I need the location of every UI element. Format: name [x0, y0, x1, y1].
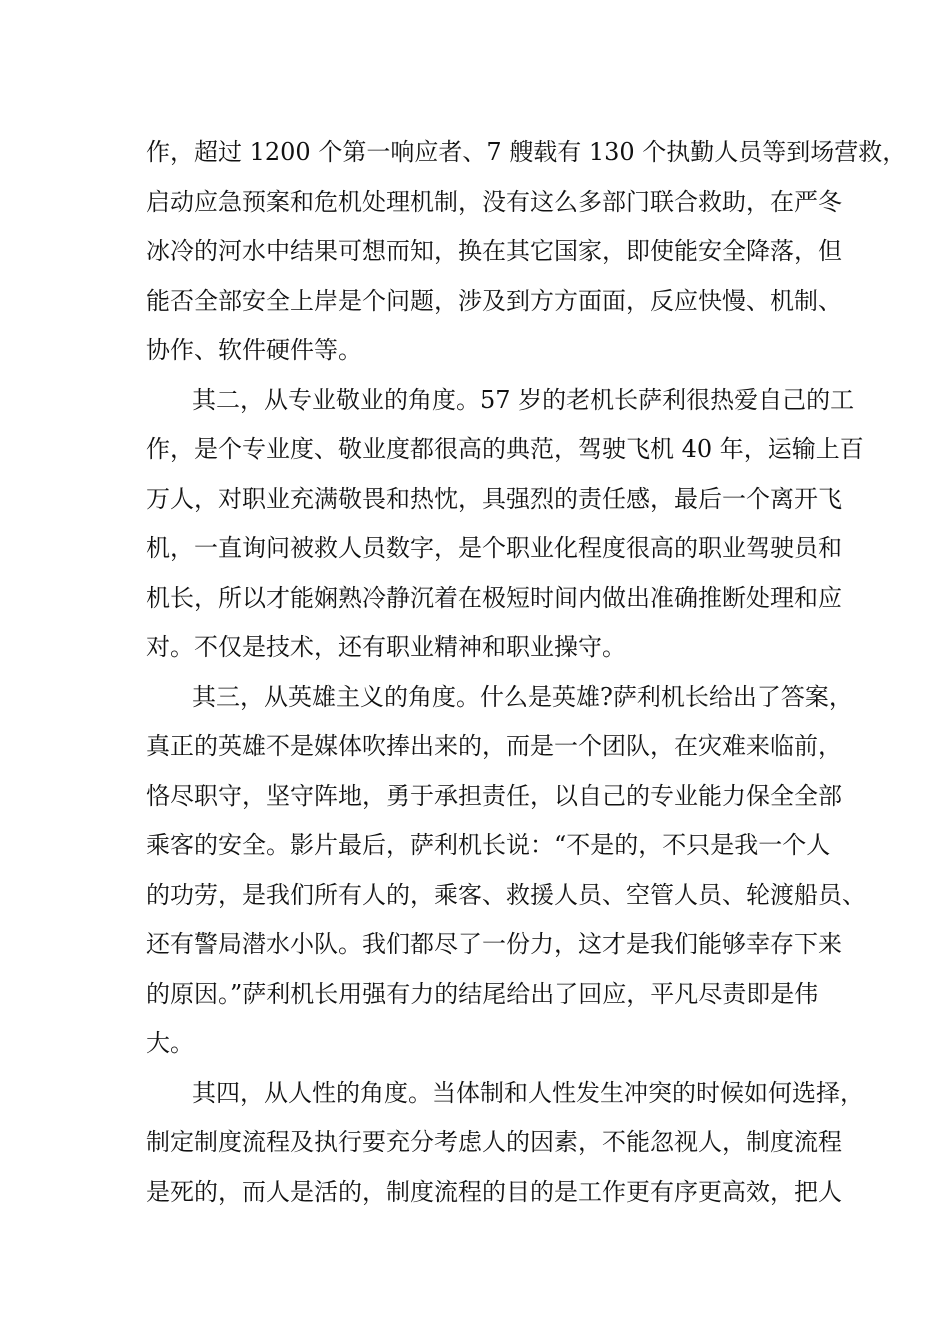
text-line: 是死的，而人是活的，制度流程的目的是工作更有序更高效，把人: [146, 1177, 842, 1206]
text-line: 恪尽职守，坚守阵地，勇于承担责任，以自己的专业能力保全全部: [146, 781, 842, 810]
text-line: 制定制度流程及执行要充分考虑人的因素，不能忽视人，制度流程: [146, 1128, 842, 1156]
paragraph-professionalism: [146, 376, 864, 673]
paragraph-humanity: [146, 1069, 864, 1218]
text-line: 作，超过 1200 个第一响应者、7 艘载有 130 个执勤人员等到场营救，: [146, 138, 907, 166]
text-line: 乘客的安全。影片最后，萨利机长说：“不是的，不只是我一个人: [146, 831, 831, 859]
text-line: 其二，从专业敬业的角度。57 岁的老机长萨利很热爱自己的工: [192, 385, 855, 414]
text-line: 协作、软件硬件等。: [146, 336, 362, 364]
text-line: 还有警局潜水小队。我们都尽了一份力，这才是我们能够幸存下来: [146, 930, 842, 958]
text-line: 其三，从英雄主义的角度。什么是英雄?萨利机长给出了答案，: [192, 682, 853, 711]
text-line: 大。: [146, 1029, 194, 1057]
text-line: 机长，所以才能娴熟冷静沉着在极短时间内做出准确推断处理和应: [146, 583, 842, 612]
text-line: 对。不仅是技术，还有职业精神和职业操守。: [146, 633, 626, 661]
text-line: 作，是个专业度、敬业度都很高的典范，驾驶飞机 40 年，运输上百: [146, 435, 864, 463]
text-line: 的功劳，是我们所有人的，乘客、救援人员、空管人员、轮渡船员、: [146, 880, 866, 909]
paragraph-continuation: [146, 128, 907, 376]
text-line: 万人，对职业充满敬畏和热忱，具强烈的责任感，最后一个离开飞: [146, 484, 842, 513]
paragraph-heroism: [146, 673, 866, 1069]
document-body: [146, 128, 907, 1217]
text-line: 的原因。”萨利机长用强有力的结尾给出了回应，平凡尽责即是伟: [146, 979, 819, 1008]
text-line: 冰冷的河水中结果可想而知，换在其它国家，即使能安全降落，但: [146, 237, 842, 265]
text-line: 真正的英雄不是媒体吹捧出来的，而是一个团队，在灾难来临前，: [146, 732, 842, 760]
text-line: 能否全部安全上岸是个问题，涉及到方方面面，反应快慢、机制、: [146, 286, 842, 315]
text-line: 机，一直询问被救人员数字，是个职业化程度很高的职业驾驶员和: [146, 534, 842, 562]
text-line: 启动应急预案和危机处理机制，没有这么多部门联合救助，在严冬: [146, 187, 842, 216]
text-line: 其四，从人性的角度。当体制和人性发生冲突的时候如何选择，: [192, 1078, 864, 1107]
